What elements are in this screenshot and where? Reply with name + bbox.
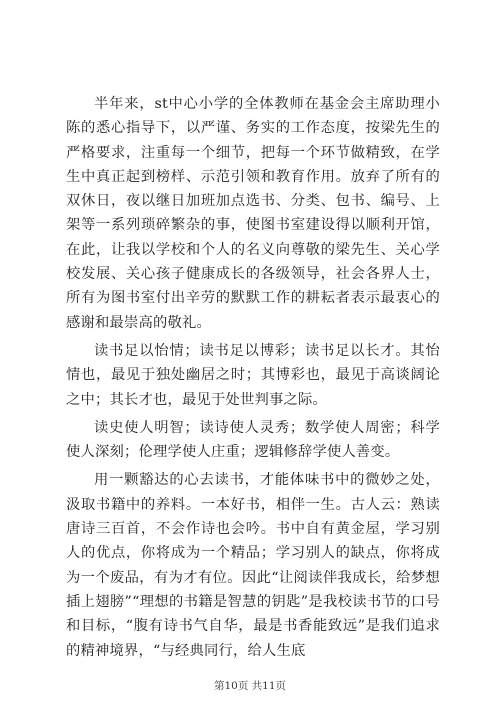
paragraph-4: 用一颗豁达的心去读书，才能体味书中的微妙之处，汲取书籍中的养料。一本好书，相伴一生。古人云：熟读唐诗三百首，不会作诗也会吟。书中自有黄金屋，学习别人的优点，你将成为一个精品；学习别人的缺点，你将成为一个废品，有为才有位。因此“让阅读伴我成长，给梦想插上翅膀”“理想的书籍是智慧的钥匙”是我校读书节的口号和目标，“腹有诗书气自华，最是书香能致远”是我们追求的精神境界，“与经典同行，给人生底	[66, 472, 440, 659]
document-body	[66, 92, 440, 667]
paragraph-3: 读史使人明智；读诗使人灵秀；数学使人周密；科学使人深刻；伦理学使人庄重；逻辑修辞学使人善变。	[66, 419, 440, 461]
paragraph-1: 半年来，st中心小学的全体教师在基金会主席助理小陈的悉心指导下，以严谨、务实的工作态度，按梁先生的严格要求，注重每一个细节，把每一个环节做精致，在学生中真正起到榜样、示范引领和教育作用。放弃了所有的双休日，夜以继日加班加点选书、分类、包书、编号、上架等一系列琐碎繁杂的事，使图书室建设得以顺利开馆，在此，让我以学校和个人的名义向尊敬的梁先生、关心学校发展、关心孩子健康成长的各级领导，社会各界人士，所有为图书室付出辛劳的默默工作的耕耘者表示最衷心的感谢和最崇高的敬礼。	[66, 96, 440, 331]
page-number-footer: 第10页 共11页	[213, 680, 287, 692]
paragraph-2: 读书足以怡情；读书足以博彩；读书足以长才。其怡情也，最见于独处幽居之时；其博彩也，最见于高谈阔论之中；其长才也，最见于处世判事之际。	[66, 342, 440, 408]
